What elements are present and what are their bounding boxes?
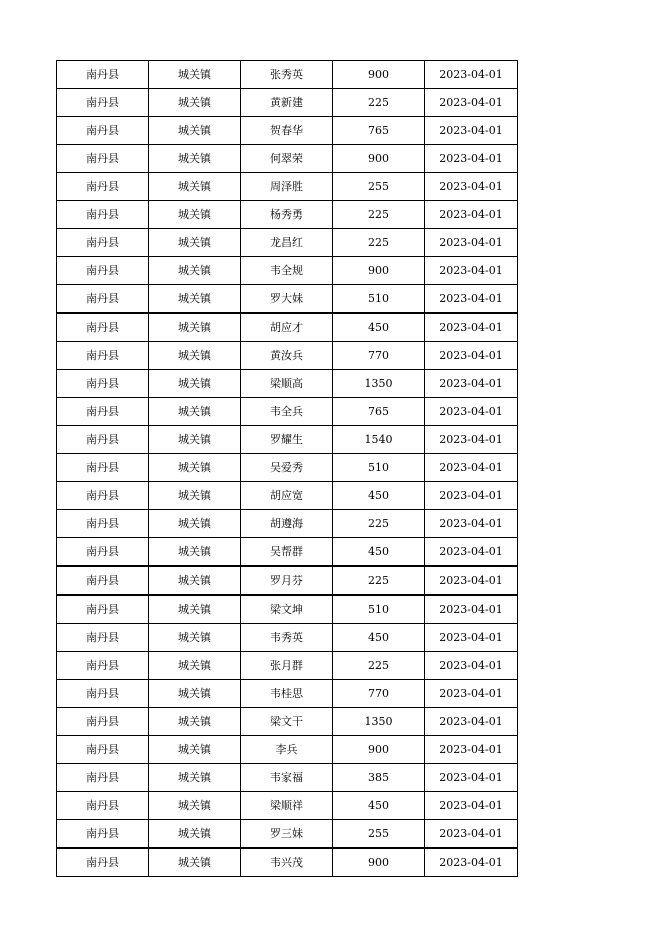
cell-name: 张月群: [241, 652, 333, 680]
cell-town: 城关镇: [149, 342, 241, 370]
cell-date: 2023-04-01: [425, 201, 518, 229]
cell-county: 南丹县: [57, 313, 149, 342]
cell-date: 2023-04-01: [425, 764, 518, 792]
cell-county: 南丹县: [57, 173, 149, 201]
cell-amount: 900: [333, 257, 425, 285]
cell-name: 韦全兵: [241, 398, 333, 426]
cell-amount: 225: [333, 566, 425, 595]
cell-date: 2023-04-01: [425, 454, 518, 482]
cell-amount: 510: [333, 285, 425, 314]
cell-county: 南丹县: [57, 229, 149, 257]
table-row: [57, 454, 518, 482]
table-row: [57, 342, 518, 370]
cell-county: 南丹县: [57, 652, 149, 680]
cell-county: 南丹县: [57, 708, 149, 736]
cell-county: 南丹县: [57, 538, 149, 567]
cell-name: 韦家福: [241, 764, 333, 792]
table-row: [57, 510, 518, 538]
table-row: [57, 482, 518, 510]
cell-name: 黄汝兵: [241, 342, 333, 370]
cell-date: 2023-04-01: [425, 482, 518, 510]
cell-town: 城关镇: [149, 313, 241, 342]
cell-town: 城关镇: [149, 680, 241, 708]
cell-county: 南丹县: [57, 370, 149, 398]
table-row: [57, 398, 518, 426]
cell-date: 2023-04-01: [425, 510, 518, 538]
cell-date: 2023-04-01: [425, 538, 518, 567]
cell-county: 南丹县: [57, 624, 149, 652]
cell-name: 梁顺高: [241, 370, 333, 398]
cell-county: 南丹县: [57, 680, 149, 708]
table-row: [57, 285, 518, 314]
cell-town: 城关镇: [149, 201, 241, 229]
cell-amount: 450: [333, 792, 425, 820]
cell-date: 2023-04-01: [425, 257, 518, 285]
spreadsheet-page: [56, 60, 517, 877]
cell-date: 2023-04-01: [425, 89, 518, 117]
table-row: [57, 229, 518, 257]
cell-date: 2023-04-01: [425, 792, 518, 820]
cell-name: 黄新建: [241, 89, 333, 117]
cell-county: 南丹县: [57, 454, 149, 482]
cell-amount: 450: [333, 313, 425, 342]
cell-amount: 450: [333, 624, 425, 652]
cell-amount: 510: [333, 595, 425, 624]
cell-amount: 900: [333, 848, 425, 877]
cell-county: 南丹县: [57, 510, 149, 538]
cell-name: 梁文坤: [241, 595, 333, 624]
cell-name: 张秀英: [241, 61, 333, 89]
cell-amount: 225: [333, 201, 425, 229]
cell-county: 南丹县: [57, 145, 149, 173]
cell-town: 城关镇: [149, 145, 241, 173]
cell-amount: 255: [333, 820, 425, 849]
cell-date: 2023-04-01: [425, 820, 518, 849]
cell-county: 南丹县: [57, 736, 149, 764]
cell-county: 南丹县: [57, 89, 149, 117]
cell-date: 2023-04-01: [425, 285, 518, 314]
cell-date: 2023-04-01: [425, 624, 518, 652]
cell-amount: 1350: [333, 370, 425, 398]
cell-date: 2023-04-01: [425, 680, 518, 708]
cell-name: 吴帮群: [241, 538, 333, 567]
cell-name: 韦全规: [241, 257, 333, 285]
cell-county: 南丹县: [57, 820, 149, 849]
cell-name: 韦秀英: [241, 624, 333, 652]
cell-amount: 900: [333, 736, 425, 764]
cell-amount: 765: [333, 117, 425, 145]
cell-town: 城关镇: [149, 566, 241, 595]
cell-name: 罗耀生: [241, 426, 333, 454]
cell-name: 胡应宽: [241, 482, 333, 510]
cell-amount: 255: [333, 173, 425, 201]
cell-name: 韦桂思: [241, 680, 333, 708]
cell-date: 2023-04-01: [425, 145, 518, 173]
cell-name: 梁顺祥: [241, 792, 333, 820]
cell-date: 2023-04-01: [425, 229, 518, 257]
cell-town: 城关镇: [149, 482, 241, 510]
cell-date: 2023-04-01: [425, 173, 518, 201]
cell-name: 罗月芬: [241, 566, 333, 595]
table-row: [57, 566, 518, 595]
cell-town: 城关镇: [149, 398, 241, 426]
cell-county: 南丹县: [57, 342, 149, 370]
cell-county: 南丹县: [57, 566, 149, 595]
cell-amount: 225: [333, 510, 425, 538]
cell-date: 2023-04-01: [425, 313, 518, 342]
cell-name: 龙昌红: [241, 229, 333, 257]
cell-town: 城关镇: [149, 792, 241, 820]
cell-name: 李兵: [241, 736, 333, 764]
cell-amount: 770: [333, 342, 425, 370]
cell-county: 南丹县: [57, 764, 149, 792]
cell-county: 南丹县: [57, 848, 149, 877]
table-row: [57, 538, 518, 567]
cell-town: 城关镇: [149, 426, 241, 454]
table-row: [57, 313, 518, 342]
cell-amount: 385: [333, 764, 425, 792]
cell-county: 南丹县: [57, 426, 149, 454]
cell-name: 贺春华: [241, 117, 333, 145]
cell-county: 南丹县: [57, 201, 149, 229]
cell-amount: 510: [333, 454, 425, 482]
cell-date: 2023-04-01: [425, 370, 518, 398]
cell-name: 罗三妹: [241, 820, 333, 849]
table-row: [57, 201, 518, 229]
cell-town: 城关镇: [149, 229, 241, 257]
table-row: [57, 117, 518, 145]
cell-amount: 900: [333, 145, 425, 173]
table-row: [57, 652, 518, 680]
cell-town: 城关镇: [149, 61, 241, 89]
table-row: [57, 595, 518, 624]
cell-county: 南丹县: [57, 257, 149, 285]
cell-name: 韦兴茂: [241, 848, 333, 877]
table-row: [57, 257, 518, 285]
cell-amount: 450: [333, 482, 425, 510]
cell-amount: 900: [333, 61, 425, 89]
cell-date: 2023-04-01: [425, 61, 518, 89]
cell-county: 南丹县: [57, 398, 149, 426]
cell-town: 城关镇: [149, 89, 241, 117]
cell-date: 2023-04-01: [425, 848, 518, 877]
cell-name: 杨秀勇: [241, 201, 333, 229]
cell-date: 2023-04-01: [425, 398, 518, 426]
cell-county: 南丹县: [57, 117, 149, 145]
cell-town: 城关镇: [149, 454, 241, 482]
cell-name: 吴爱秀: [241, 454, 333, 482]
cell-town: 城关镇: [149, 370, 241, 398]
cell-town: 城关镇: [149, 624, 241, 652]
cell-date: 2023-04-01: [425, 708, 518, 736]
table-body: [57, 61, 518, 877]
cell-name: 何翠荣: [241, 145, 333, 173]
cell-amount: 1350: [333, 708, 425, 736]
cell-town: 城关镇: [149, 510, 241, 538]
cell-date: 2023-04-01: [425, 566, 518, 595]
cell-amount: 770: [333, 680, 425, 708]
table-row: [57, 848, 518, 877]
table-row: [57, 89, 518, 117]
cell-date: 2023-04-01: [425, 342, 518, 370]
cell-name: 胡应才: [241, 313, 333, 342]
table-row: [57, 173, 518, 201]
cell-date: 2023-04-01: [425, 595, 518, 624]
cell-town: 城关镇: [149, 652, 241, 680]
cell-county: 南丹县: [57, 792, 149, 820]
cell-town: 城关镇: [149, 117, 241, 145]
data-table: [56, 60, 518, 877]
cell-county: 南丹县: [57, 595, 149, 624]
table-row: [57, 680, 518, 708]
cell-name: 罗大妹: [241, 285, 333, 314]
cell-name: 周泽胜: [241, 173, 333, 201]
table-row: [57, 708, 518, 736]
cell-county: 南丹县: [57, 482, 149, 510]
cell-county: 南丹县: [57, 61, 149, 89]
cell-town: 城关镇: [149, 257, 241, 285]
cell-amount: 450: [333, 538, 425, 567]
cell-date: 2023-04-01: [425, 652, 518, 680]
cell-amount: 1540: [333, 426, 425, 454]
cell-amount: 225: [333, 89, 425, 117]
cell-town: 城关镇: [149, 708, 241, 736]
cell-amount: 225: [333, 229, 425, 257]
cell-date: 2023-04-01: [425, 117, 518, 145]
cell-town: 城关镇: [149, 285, 241, 314]
cell-amount: 765: [333, 398, 425, 426]
cell-amount: 225: [333, 652, 425, 680]
cell-town: 城关镇: [149, 736, 241, 764]
cell-town: 城关镇: [149, 173, 241, 201]
cell-name: 胡遵海: [241, 510, 333, 538]
cell-county: 南丹县: [57, 285, 149, 314]
cell-town: 城关镇: [149, 538, 241, 567]
table-row: [57, 792, 518, 820]
table-row: [57, 624, 518, 652]
table-row: [57, 764, 518, 792]
cell-town: 城关镇: [149, 820, 241, 849]
table-row: [57, 426, 518, 454]
cell-town: 城关镇: [149, 764, 241, 792]
cell-date: 2023-04-01: [425, 736, 518, 764]
table-row: [57, 820, 518, 849]
cell-name: 梁文干: [241, 708, 333, 736]
table-row: [57, 145, 518, 173]
table-row: [57, 736, 518, 764]
cell-town: 城关镇: [149, 848, 241, 877]
table-row: [57, 370, 518, 398]
table-row: [57, 61, 518, 89]
cell-town: 城关镇: [149, 595, 241, 624]
cell-date: 2023-04-01: [425, 426, 518, 454]
